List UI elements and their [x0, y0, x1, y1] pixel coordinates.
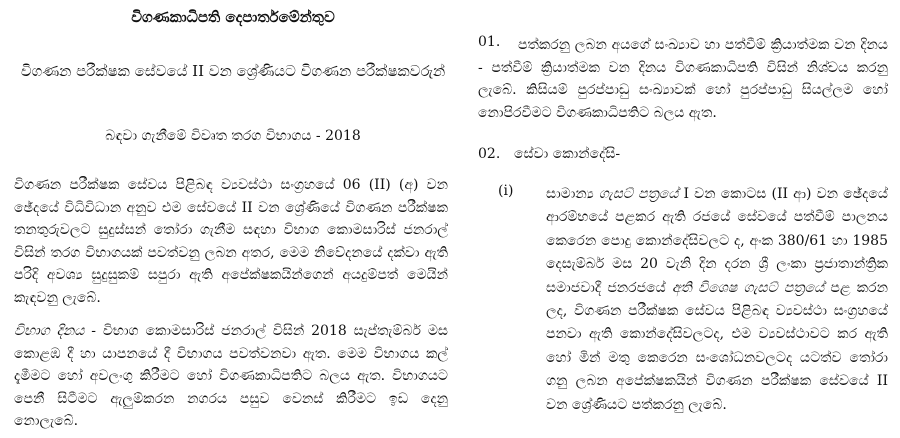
notice-title: විගණන පරීක්ෂක සේවයේ II වන ශ්‍රේණියට විගණන පරීක්ෂකවරුන්	[20, 62, 446, 80]
item-02-number: 02.	[478, 146, 501, 162]
exam-subtitle: බඳවා ගැනීමේ විවෘත තරග විභාගය - 2018	[105, 128, 361, 144]
sub-item-i-number: (i)	[498, 183, 514, 199]
item-02-heading: සේවා කොන්දේසි-	[514, 146, 621, 162]
gazette-italic: ගැසට් පත්‍රයේ	[598, 186, 679, 202]
exam-date-label: විභාග දිනය	[14, 323, 85, 339]
department-name: විගණකාධිපති දෙපාර්තමේන්තුව	[131, 8, 335, 26]
item-01-text: පත්කරනු ලබන අයගේ සංඛ්‍යාව හා පත්වීම් ක්‍රියාත්මක වන දිනය - පත්වීම් ක්‍රියාත්මක වන දිනය විගණකාධිපති විසින් නිශ්චය කරනු ලැබේ. කිසියම් පුරප්පාඩු සංඛ්‍යාවක් හෝ පුරප්පාඩු සියල්ලම හෝ නොපිරවීමට විගණකාධිපතිට බලය ඇත.	[478, 37, 888, 121]
exam-date-paragraph	[14, 320, 448, 433]
sub-item-i-part2: I වන කොටස (II ආ) වන ඡේදයේ ආරම්භයේ පළකර ඇති රජයේ සේවයේ පත්වීම් පාලනය කෙරෙන පොදු කොන්දේසිවලට ද, අංක 380/61 හා 1985 දෙසැම්බර් මස 20 වැනි දින දරන ශ්‍රී ලංකා ප්‍රජාතාන්ත්‍රික සමාජවාදී ජනරජයේ	[546, 186, 888, 296]
item-01	[478, 34, 888, 124]
sub-item-i-part1: සාමාන්‍ය	[546, 186, 599, 202]
extraordinary-gazette-italic: අති විශෙෂ ගැසට් පත්‍රයේ	[671, 279, 825, 296]
item-01-number: 01.	[478, 34, 501, 50]
sub-item-i-text	[546, 183, 888, 417]
intro-paragraph: විගණන පරීක්ෂක සේවය පිළිබඳ ව්‍යවස්ථා සංග්‍රහයේ 06 (II) (අ) වන ඡේදයේ විධිවිධාන අනුව එම සේවයේ II වන ශ්‍රේණියේ විගණන පරීක්ෂක තනතුරුවලට සුදුස්සන් තෝරා ගැනීම සඳහා විභාග කොමසාරිස් ජනරාල් විසින් තරග විභාගයක් පවත්වනු ලබන අතර, මෙම නිවේදනයේ දක්වා ඇති පරිදි අවශ්‍ය සුදුසුකම් සපුරා ඇති අපේක්ෂකයින්ගෙන් අයදුම්පත් මෙයින් කැඳවනු ලැබේ.	[14, 177, 448, 306]
exam-date-text: - විභාග කොමසාරිස් ජනරාල් විසින් 2018 සැප්තැම්බර් මස කොළඹ දී හා යාපනයේ දී විභාගය පවත්වනවා ඇත. මෙම විභාගය කල් දැමීමට හෝ අවලංගු කිරීමට හෝ විගණකාධිපතිට බලය ඇත. විභාගයට පෙනී සිටීමට ඇලුම්කරන නගරය පසුව වෙනස් කිරීමට ඉඩ දෙනු නොලැබේ.	[14, 323, 448, 430]
sub-item-i-part3: පළ කරන ලද, විගණන පරීක්ෂක සේවය පිළිබඳ ව්‍යවස්ථා සංග්‍රහයේ පනවා ඇති කොන්දේසිවලටද, එම ව්‍යවස්ථාවට කර ඇති හෝ මින් මතු කෙරෙන සංශෝධනවලටද යටත්ව තෝරා ගනු ලබන අපේක්ෂකයින් විගණන පරීක්ෂක සේවයේ II වන ශ්‍රේණියට පත්කරනු ලැබේ.	[546, 279, 888, 413]
